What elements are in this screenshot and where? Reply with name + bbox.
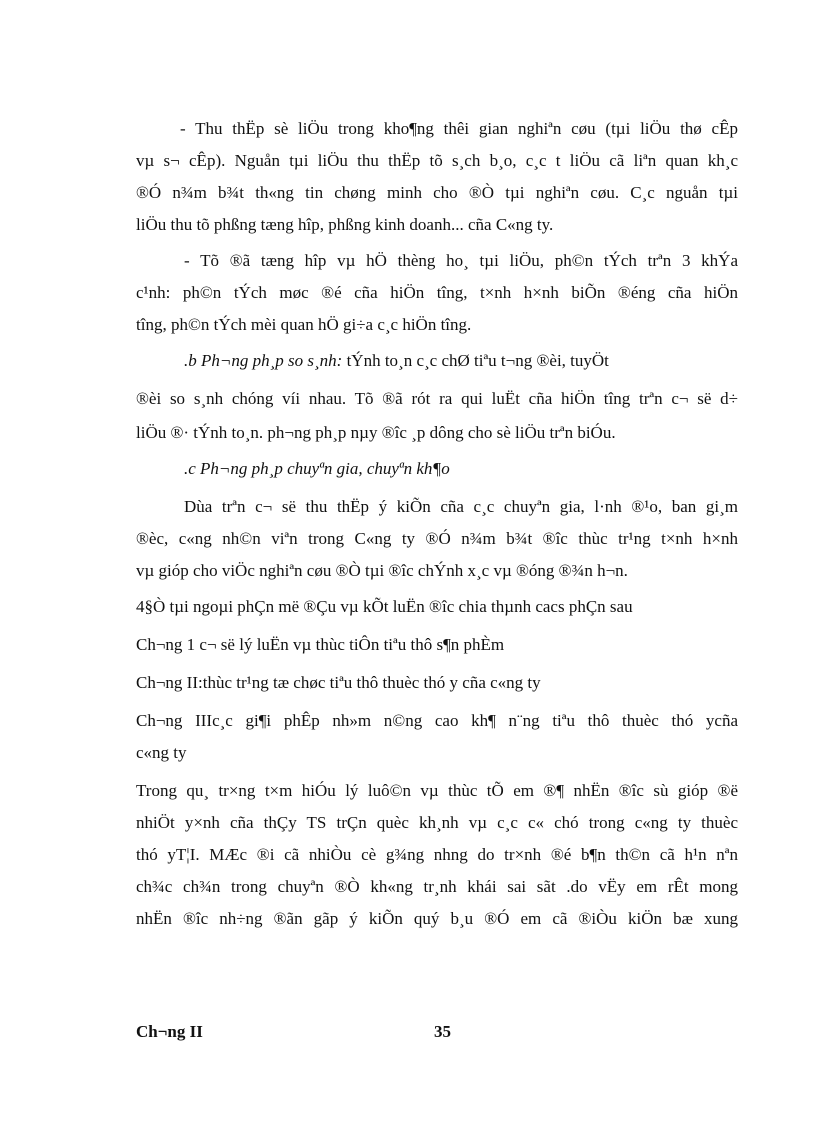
body-line-14: vµ gióp cho viÖc nghiªn cøu ®Ò tµi ®îc chÝnh x¸c vµ ®óng ®¾n h¬n. [136,561,628,580]
body-line-9: ®èi so s¸nh chóng víi nhau. Tõ ®ã rót ra qui luËt cña hiÖn tîng trªn c¬ së d÷ [136,389,738,408]
method-compare-heading: .b Ph¬ng ph¸p so s¸nh: [184,351,343,370]
method-compare-line [184,351,738,371]
chapter-2-line: Ch¬ng II:thùc tr¹ng tæ chøc tiªu thô thuèc thó y cña c«ng ty [136,673,541,692]
closing-line-1: Trong qu¸ tr×ng t×m hiÓu lý luô©n vµ thùc tÕ em ®¶ nhËn ®îc sù gióp ®ë [136,781,738,800]
body-line-3: ®Ó n¾m b¾t th«ng tin chøng minh cho ®Ò tµi nghiªn cøu. C¸c nguån tµi [136,183,738,202]
body-line-2: vµ s¬ cÊp). Nguån tµi liÖu thu thËp tõ s¸ch b¸o, c¸c t liÖu cã liªn quan kh¸c [136,151,738,170]
body-line-4: liÖu thu tõ phßng tæng hîp, phßng kinh doanh... cña C«ng ty. [136,215,554,234]
body-line-6: c¹nh: ph©n tÝch møc ®é cña hiÖn tîng, t×nh h×nh biÕn ®éng cña hiÖn [136,283,738,302]
body-line-10: liÖu ®· tÝnh to¸n. ph¬ng ph¸p nµy ®îc ¸p dông cho sè liÖu trªn biÓu. [136,423,616,442]
closing-line-4: ch¾c ch¾n trong chuyªn ®Ò kh«ng tr¸nh khái sai sãt .do vËy em rÊt mong [136,877,738,896]
closing-line-2: nhiÖt y×nh cña thÇy TS trÇn quèc kh¸nh vµ c¸c c« chó trong c«ng ty thuèc [136,813,738,832]
closing-line-3: thó yT¦I. MÆc ®i cã nhiÒu cè g¾ng nhng do tr×nh ®é b¶n th©n cã h¹n nªn [136,845,738,864]
chapter-3-line-cont: c«ng ty [136,743,187,762]
body-line-5: - Tõ ®ã tæng hîp vµ hÖ thèng ho¸ tµi liÖu, ph©n tÝch trªn 3 khÝa [184,251,738,270]
body-line-12: Dùa trªn c¬ së thu thËp ý kiÕn cña c¸c chuyªn gia, l·nh ®¹o, ban gi¸m [184,497,738,516]
chapter-3-line: Ch¬ng IIIc¸c gi¶i phÊp nh»m n©ng cao kh¶ n¨ng tiªu thô thuèc thó ycña [136,711,738,730]
body-line-15: 4§Ò tµi ngoµi phÇn më ®Çu vµ kÕt luËn ®îc chia thµnh cacs phÇn sau [136,597,633,616]
chapter-1-line: Ch¬ng 1 c¬ së lý luËn vµ thùc tiÔn tiªu thô s¶n phÈm [136,635,505,654]
body-line-1: - Thu thËp sè liÖu trong kho¶ng thêi gian nghiªn cøu (tµi liÖu thø cÊp [180,119,738,138]
footer-page-number: 35 [434,1022,451,1041]
closing-line-5: nhËn ®îc nh÷ng ®ãn gãp ý kiÕn quý b¸u ®Ó em cã ®iÒu kiÖn bæ xung [136,909,738,928]
method-expert-heading: .c Ph¬ng ph¸p chuyªn gia, chuyªn kh¶o [184,459,450,478]
method-compare-text: tÝnh to¸n c¸c chØ tiªu t¬ng ®èi, tuyÖt [342,351,609,370]
body-line-7: tîng, ph©n tÝch mèi quan hÖ gi÷a c¸c hiÖn tîng. [136,315,472,334]
footer-chapter: Ch¬ng II [136,1022,203,1041]
body-line-13: ®èc, c«ng nh©n viªn trong C«ng ty ®Ó n¾m b¾t ®îc thùc tr¹ng t×nh h×nh [136,529,738,548]
